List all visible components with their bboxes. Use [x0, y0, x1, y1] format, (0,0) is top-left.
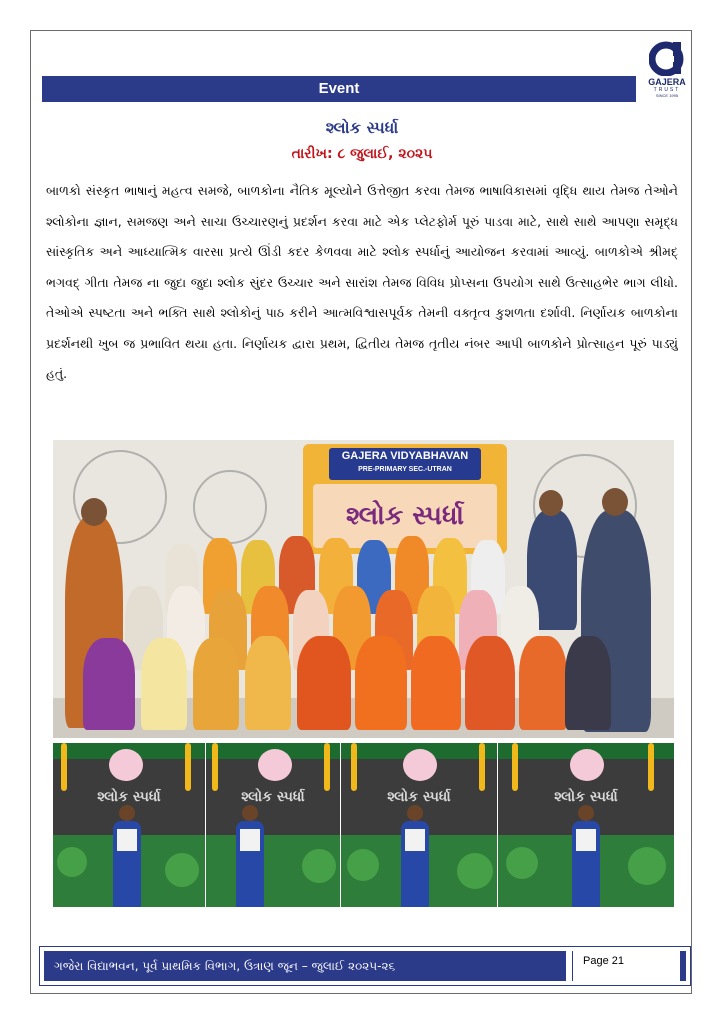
page-number: Page 21 [583, 955, 624, 967]
logo-sub: TRUST [653, 87, 681, 93]
stage-text: શ્લોક સ્પર્ધા [97, 789, 161, 805]
performer-child [401, 821, 429, 907]
marigold-garland [324, 743, 330, 791]
gajera-trust-logo [642, 40, 692, 106]
banner-title: શ્લોક સ્પર્ધા [313, 484, 497, 548]
performer-child [113, 821, 141, 907]
leaf [165, 853, 199, 887]
leaf [506, 847, 538, 879]
ganesha-decoration [570, 749, 604, 781]
child-figure [355, 636, 407, 730]
marigold-garland [648, 743, 654, 791]
stage-text: શ્લોક સ્પર્ધા [387, 789, 451, 805]
article-title: શ્લોક સ્પર્ધા [325, 118, 399, 137]
marigold-garland [185, 743, 191, 791]
child-figure [245, 636, 291, 730]
child-figure [519, 636, 567, 730]
child-figure [83, 638, 135, 730]
teacher-head [602, 488, 628, 516]
ganesha-decoration [258, 749, 292, 781]
group-photo [53, 440, 674, 738]
wall-flower-art [193, 470, 267, 544]
child-figure [141, 638, 187, 730]
page-footer [39, 946, 691, 986]
banner-school-name [329, 448, 481, 480]
stage-text: શ્લોક સ્પર્ધા [554, 789, 618, 805]
logo-since: SINCE 1995 [655, 93, 679, 98]
leaf [57, 847, 87, 877]
banner-line2: PRE-PRIMARY SEC.-UTRAN [358, 466, 452, 473]
footer-school-text: ગજેરા વિદ્યાભવન, પૂર્વ પ્રાથમિક વિભાગ, ઉત્રાણ જૂન – જુલાઈ ૨૦૨૫-૨૬ [44, 951, 566, 981]
leaf [302, 849, 336, 883]
page-number-box [572, 951, 686, 981]
stage-photo-4 [498, 743, 674, 907]
ganesha-decoration [403, 749, 437, 781]
stage-photo-1 [53, 743, 205, 907]
marigold-garland [61, 743, 67, 791]
stage-text: શ્લોક સ્પર્ધા [241, 789, 305, 805]
footer-ribbon [680, 951, 686, 981]
child-figure [411, 636, 461, 730]
event-header-bar: Event [42, 76, 636, 102]
marigold-garland [212, 743, 218, 791]
child-figure [565, 636, 611, 730]
teacher-head [539, 490, 563, 516]
marigold-garland [479, 743, 485, 791]
banner-line1: GAJERA VIDYABHAVAN [341, 450, 469, 462]
marigold-garland [351, 743, 357, 791]
article-body: બાળકો સંસ્કૃત ભાષાનું મહત્વ સમજે, બાળકોના નૈતિક મૂલ્યોને ઉત્તેજીત કરવા તેમજ ભાષાવિકાસમાં વૃદ્ધિ થાય તેમજ તેઓને શ્લોકોના જ્ઞાન, સમજણ અને સાચા ઉચ્ચારણનું પ્રદર્શન કરવા માટે એક પ્લેટફોર્મ પૂરું પાડવા માટે, સાથે સાથે આપણા સમૃદ્ધ સાંસ્કૃતિક અને આધ્યાત્મિક વારસા પ્રત્યે ઊંડી કદર કેળવવા માટે શ્લોક સ્પર્ધાનું આયોજન કરવામાં આવ્યું. બાળકોએ શ્રીમદ્ ભગવદ્ ગીતા તેમજ ના જુદા જુદા શ્લોક સુંદર ઉચ્ચાર અને સારાંશ તેમજ વિવિધ પ્રોપ્સના ઉપયોગ સાથે ઉત્સાહભેર ભાગ લીધો. તેઓએ સ્પષ્ટતા અને ભક્તિ સાથે શ્લોકોનું પાઠ કરીને આત્મવિશ્વાસપૂર્વક તેમની વક્તૃત્વ કુશળતા દર્શાવી. નિર્ણાયક બાળકોના પ્રદર્શનથી ખુબ જ પ્રભાવિત થયા હતા. નિર્ણાયક દ્વારા પ્રથમ, દ્વિતીય તેમજ તૃતીય નંબર આપી બાળકોને પ્રોત્સાહન પૂરું પાડ્યું હતું. [46, 183, 678, 381]
gajera-logo-icon [649, 40, 685, 76]
child-figure [193, 638, 239, 730]
leaf [457, 853, 493, 889]
child-figure [297, 636, 351, 730]
leaf [628, 847, 666, 885]
marigold-garland [512, 743, 518, 791]
child-figure [465, 636, 515, 730]
stage-photo-3 [341, 743, 497, 907]
article-date: તારીખ: ૮ જુલાઈ, ૨૦૨૫ [291, 146, 433, 162]
stage-photo-2 [206, 743, 340, 907]
leaf [347, 849, 379, 881]
teacher-head [81, 498, 107, 526]
performer-child [572, 821, 600, 907]
performer-child [236, 821, 264, 907]
logo-name: GAJERA [648, 77, 686, 87]
ganesha-decoration [109, 749, 143, 781]
